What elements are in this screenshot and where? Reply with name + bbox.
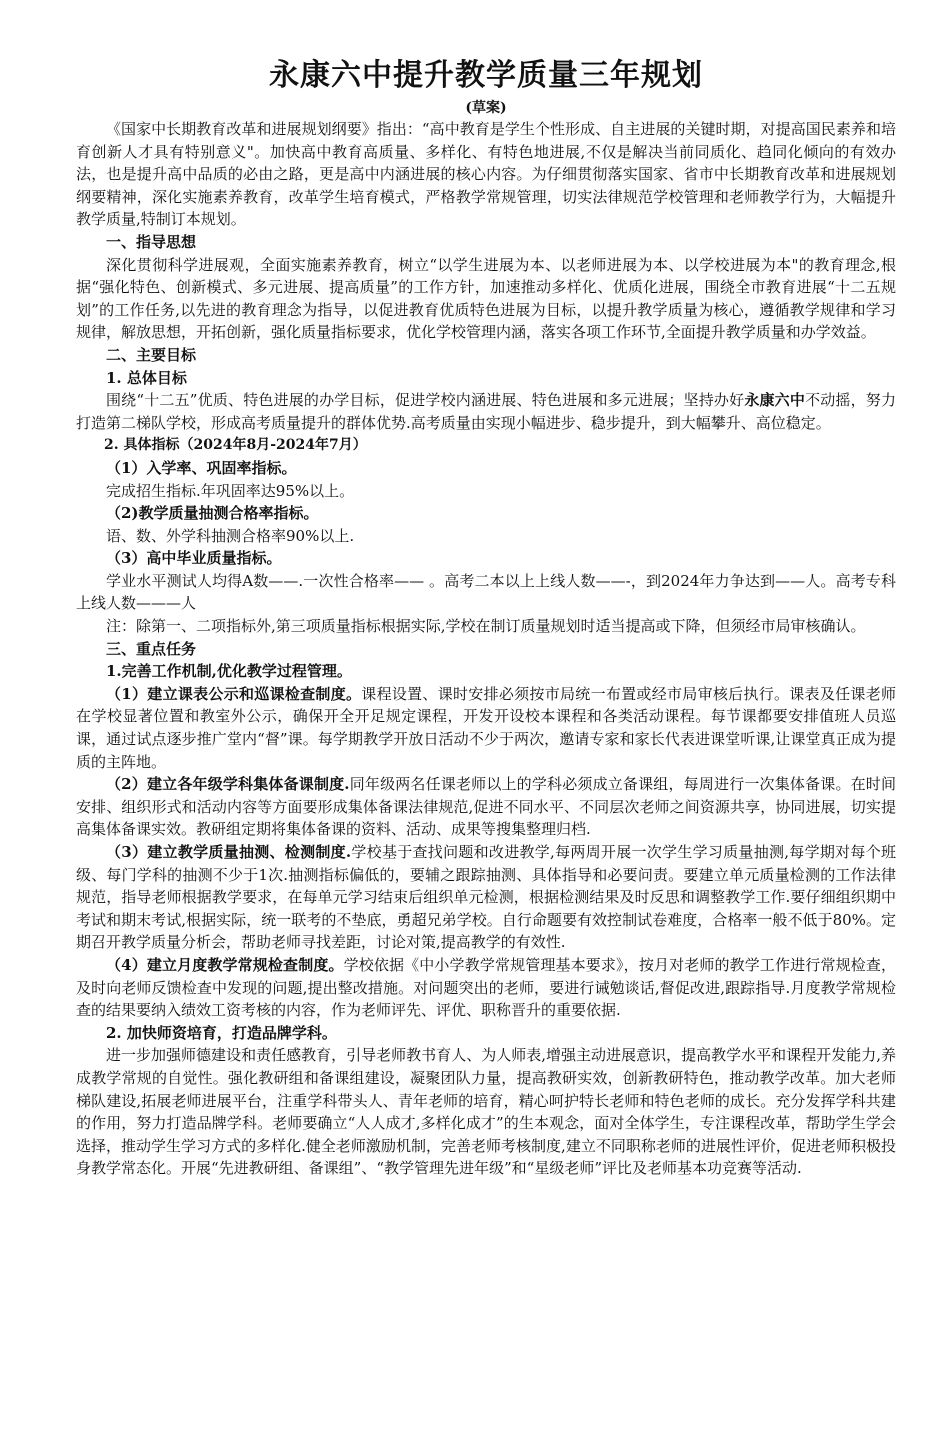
indicator-1-heading: （1）入学率、巩固率指标。 (106, 458, 297, 477)
task-2-body: 进一步加强师德建设和责任感教育，引导老师教书育人、为人师表,增强主动进展意识，提高教学水平和课程开发能力,养成教学常规的自觉性。强化教研组和备课组建设，凝聚团队力量，提高教研实效，创新教研特色，推动教学改革。加大老师梯队建设,拓展老师进展平台，注重学科带头人、青年老师的培育，精心呵护特长老师和特色老师的成长。充分发挥学科共建的作用，努力打造品牌学科。老师要确立“人人成才,多样化成才”的生本观念，面对全体学生，专注课程改革，帮助学生学会选择，推动学生学习方式的多样化.健全老师激励机制，完善老师考核制度,建立不同职称老师的进展性评价，促进老师积极投身教学常态化。开展“先进教研组、备课组”、“教学管理先进年级”和“星级老师”评比及老师基本功竞赛等活动. (76, 1046, 896, 1178)
task-1-item-3 (76, 841, 896, 954)
task-1-item-3-body: 学校基于查找问题和改进教学,每两周开展一次学生学习质量抽测,每学期对每个班级、每门学科的抽测不少于1次.抽测指标偏低的，要辅之跟踪抽测、具体指导和必要问责。要建立单元质量检测的工作法律规范，指导老师根据教学要求，在每单元学习结束后组织单元检测，根据检测结果及时反思和调整教学工作.要仔细组织期中考试和期末考试,根据实际，统一联考的不垫底，勇超兄弟学校。自行命题要有效控制试卷难度，合格率一般不低于80%。定期召开教学质量分析会，帮助老师寻找差距，讨论对策,提高教学的有效性. (76, 843, 896, 952)
section-2-1-body-b: 不动摇，努力打造第二梯队学校，形成高考质量提升的群体优势.高考质量由实现小幅进步、稳步提升，到大幅攀升、高位稳定。 (76, 391, 896, 432)
section-2-heading: 二、主要目标 (106, 345, 197, 364)
task-1-item-2-lead: （2）建立各年级学科集体备课制度. (106, 775, 350, 794)
task-1-item-4-body: 学校依据《中小学教学常规管理基本要求》，按月对老师的教学工作进行常规检查，及时向老师反馈检查中发现的问题,提出整改措施。对问题突出的老师，要进行诫勉谈话,督促改进,跟踪指导.月度教学常规检查的结果要纳入绩效工资考核的内容，作为老师评先、评优、职称晋升的重要依据. (76, 955, 896, 1020)
section-2-1-body-a: 围绕“十二五”优质、特色进展的办学目标，促进学校内涵进展、特色进展和多元进展；坚持办好 (106, 391, 745, 410)
section-2-1-body (76, 389, 896, 434)
section-1-heading: 一、指导思想 (106, 232, 197, 251)
task-1-item-2-body: 同年级两名任课老师以上的学科必须成立备课组，每周进行一次集体备课。在时间安排、组织形式和活动内容等方面要形成集体备课法律规范,促进不同水平、不同层次老师之间资源共享，协同进展，切实提高集体备课实效。教研组定期将集体备课的资料、活动、成果等搜集整理归档. (76, 775, 896, 839)
task-1-item-1-body: 课程设置、课时安排必须按市局统一布置或经市局审核后执行。课表及任课老师在学校显著位置和教室外公示，确保开全开足规定课程，开发开设校本课程和各类活动课程。每节课都要安排值班人员巡课，通过试点逐步推广堂内“督”课。每学期教学开放日活动不少于两次，邀请专家和家长代表进课堂听课,让课堂真正成为提质的主阵地。 (76, 684, 896, 771)
indicator-2-heading: （2)教学质量抽测合格率指标。 (106, 504, 319, 523)
task-1-item-4 (76, 954, 896, 1022)
section-2-1-heading: 1. 总体目标 (106, 368, 187, 387)
task-2-heading: 2. 加快师资培育，打造品牌学科。 (106, 1023, 337, 1042)
doc-title: 永康六中提升教学质量三年规划 (269, 58, 703, 93)
section-2-2-heading: 2. 具体指标（2024年8月-2024年7月） (104, 437, 367, 454)
task-1-item-1-lead: （1）建立课表公示和巡课检查制度。 (106, 684, 362, 703)
indicator-3-heading: （3）高中毕业质量指标。 (106, 549, 282, 568)
school-name-emphasis: 永康六中 (744, 391, 806, 410)
doc-subtitle: (草案) (465, 100, 507, 116)
indicator-3-body: 学业水平测试人均得A数——.一次性合格率—— 。高考二本以上上线人数——-，到2024年力争达到——人。高考专科上线人数———人 (76, 571, 896, 613)
document-page (76, 58, 896, 1180)
section-3-heading: 三、重点任务 (106, 639, 197, 658)
task-1-item-1 (76, 683, 896, 773)
task-1-item-4-lead: （4）建立月度教学常规检查制度。 (106, 955, 344, 974)
task-1-item-3-lead: （3）建立教学质量抽测、检测制度. (106, 843, 352, 861)
indicator-1-body: 完成招生指标.年巩固率达95%以上。 (106, 481, 355, 500)
section-1-body: 深化贯彻科学进展观，全面实施素养教育，树立“以学生进展为本、以老师进展为本、以学校进展为本"的教育理念,根据“强化特色、创新模式、多元进展、提高质量”的工作方针，加速推动多样化、优质化进展，围绕全市教育进展“十二五规划”的工作任务,以先进的教育理念为指导，以促进教育优质特色进展为目标，以提升教学质量为核心，遵循教学规律和学习规律，解放思想，开拓创新，强化质量指标要求，优化学校管理内涵，落实各项工作环节,全面提升教学质量和办学效益。 (76, 255, 896, 342)
intro-paragraph: 《国家中长期教育改革和进展规划纲要》指出：“高中教育是学生个性形成、自主进展的关键时期，对提高国民素养和培育创新人才具有特别意义"。加快高中教育高质量、多样化、有特色地进展,不仅是解决当前同质化、趋同化倾向的有效办法，也是提升高中品质的必由之路，更是高中内涵进展的核心内容。为仔细贯彻落实国家、省市中长期教育改革和进展规划纲要精神，深化实施素养教育，改革学生培育模式，严格教学常规管理，切实法律规范学校管理和老师教学行为，大幅提升教学质量,特制订本规划。 (76, 120, 896, 229)
task-1-heading: 1.完善工作机制,优化教学过程管理。 (106, 662, 352, 681)
task-1-item-2 (76, 773, 896, 841)
indicator-note: 注：除第一、二项指标外,第三项质量指标根据实际,学校在制订质量规划时适当提高或下降，但须经市局审核确认。 (106, 617, 866, 636)
indicator-2-body: 语、数、外学科抽测合格率90%以上. (106, 526, 355, 545)
